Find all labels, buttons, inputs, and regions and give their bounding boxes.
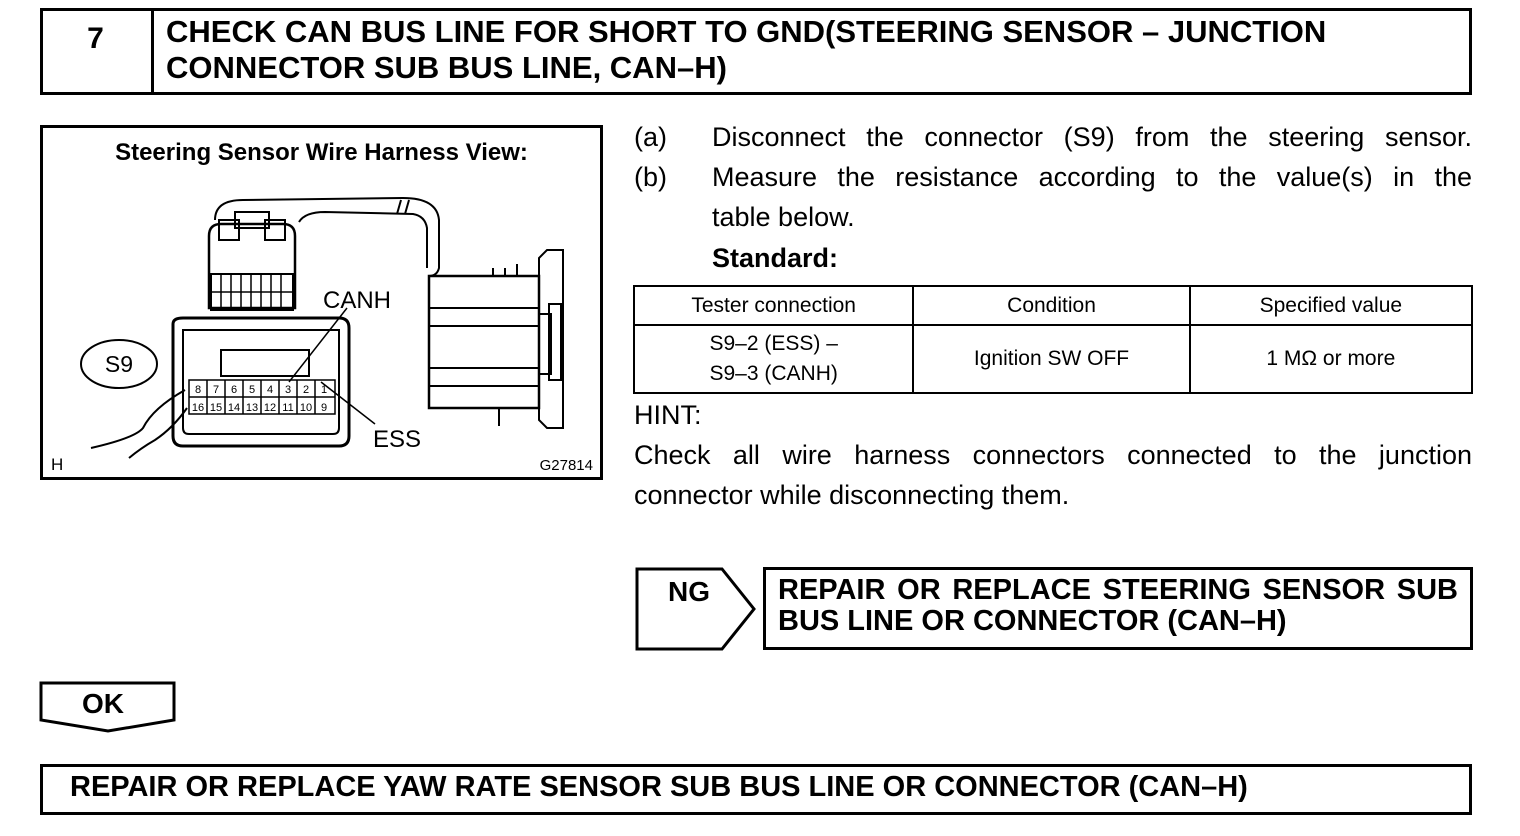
pin-number-label: 13 [245,402,259,414]
pin-number-label: 15 [209,402,223,414]
pin-number-label: 2 [302,384,310,396]
ok-action-text: REPAIR OR REPLACE YAW RATE SENSOR SUB BUS LINE OR CONNECTOR (CAN–H) [70,771,1248,803]
ok-label: OK [82,688,124,719]
specified-value-cell: 1 MΩ or more [1190,325,1472,393]
figure-corner-letter: H [51,455,64,474]
figure-code: G27814 [539,457,593,474]
table-header: Specified value [1190,286,1472,325]
hint-label: HINT: [634,400,702,430]
instruction-b-label: (b) [634,162,667,192]
step-number: 7 [40,8,154,95]
standard-label: Standard: [712,243,839,273]
pin-number-label: 8 [194,384,202,396]
ng-label: NG [668,576,710,607]
tester-connection-line2: S9–3 (CANH) [709,362,838,385]
pin-number-label: 4 [266,384,274,396]
hint-text: Check all wire harness connectors connected to the junction connector while disconnecting them. [634,440,1472,510]
pin-number-label: 6 [230,384,238,396]
instruction-b-text-line2: table below. [712,202,855,232]
table-row [634,325,1472,393]
pin-number-label: 11 [282,402,294,414]
instruction-b-text-line1: Measure the resistance according to the value(s) in the [712,162,1472,192]
pin-number-label: 3 [284,384,292,396]
ng-action-text: REPAIR OR REPLACE STEERING SENSOR SUB BUS LINE OR CONNECTOR (CAN–H) [778,574,1458,637]
tester-connection-line1: S9–2 (ESS) – [709,332,838,355]
table-header-row [634,286,1472,325]
step-title: CHECK CAN BUS LINE FOR SHORT TO GND(STEERING SENSOR – JUNCTION CONNECTOR SUB BUS LINE, CAN–H) [166,14,1327,85]
connector-id-label: S9 [104,351,134,377]
tester-connection-cell [634,325,913,393]
pin-number-label: 9 [320,402,328,414]
ess-label: ESS [373,426,422,453]
pin-number-label: 12 [263,402,277,414]
instruction-a-text: Disconnect the connector (S9) from the steering sensor. [712,122,1472,152]
figure-title: Steering Sensor Wire Harness View: [115,139,528,166]
table-header: Tester connection [634,286,913,325]
pin-number-label: 1 [320,384,328,396]
connector-illustration [43,128,600,477]
condition-cell: Ignition SW OFF [913,325,1189,393]
table-header: Condition [913,286,1189,325]
canh-label: CANH [323,287,392,314]
pin-number-label: 7 [212,384,220,396]
pin-number-label: 10 [299,402,313,414]
instruction-a-label: (a) [634,122,667,152]
pin-number-label: 5 [248,384,256,396]
spec-table [633,285,1473,394]
pin-number-label: 16 [191,402,205,414]
pin-number-label: 14 [227,402,241,414]
